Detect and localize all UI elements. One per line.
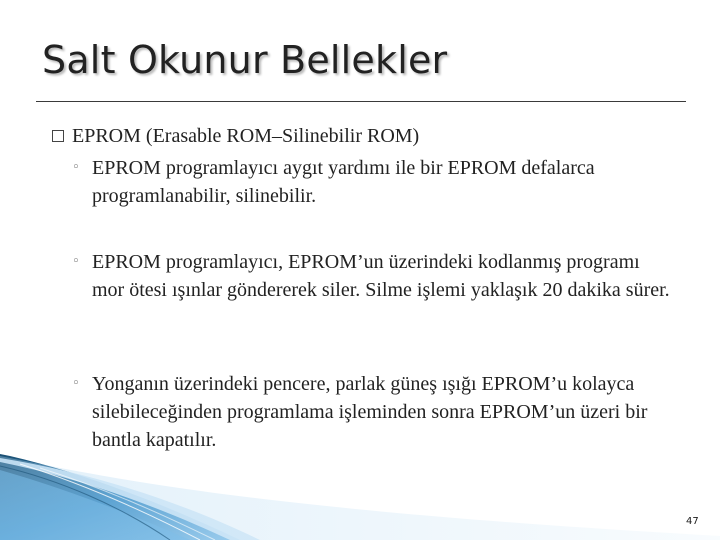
- square-bullet-icon: [52, 130, 64, 142]
- main-bullet: [52, 122, 419, 150]
- sub-bullet-2: [72, 248, 672, 304]
- page-number: 47: [686, 516, 699, 527]
- slide-title: Salt Okunur Bellekler: [42, 38, 448, 82]
- sub-bullet-text: EPROM programlayıcı aygıt yardımı ile bir EPROM defalarca programlanabilir, silinebilir.: [92, 157, 595, 207]
- main-bullet-label-rest: (Erasable ROM–Silinebilir ROM): [140, 125, 420, 147]
- decorative-wave-graphic: [0, 440, 720, 540]
- sub-bullet-1: [72, 154, 672, 210]
- ring-bullet-icon: ◦: [72, 160, 80, 175]
- main-bullet-label: EPROM: [72, 125, 141, 147]
- ring-bullet-icon: ◦: [72, 376, 80, 391]
- sub-bullet-text: Yonganın üzerindeki pencere, parlak güneş ışığı EPROM’u kolayca silebileceğinden programlama işleminden sonra EPROM’un üzeri bir bantla kapatılır.: [92, 373, 648, 451]
- ring-bullet-icon: ◦: [72, 254, 80, 269]
- sub-bullet-text: EPROM programlayıcı, EPROM’un üzerindeki kodlanmış programı mor ötesi ışınlar göndererek siler. Silme işlemi yaklaşık 20 dakika sürer.: [92, 251, 670, 301]
